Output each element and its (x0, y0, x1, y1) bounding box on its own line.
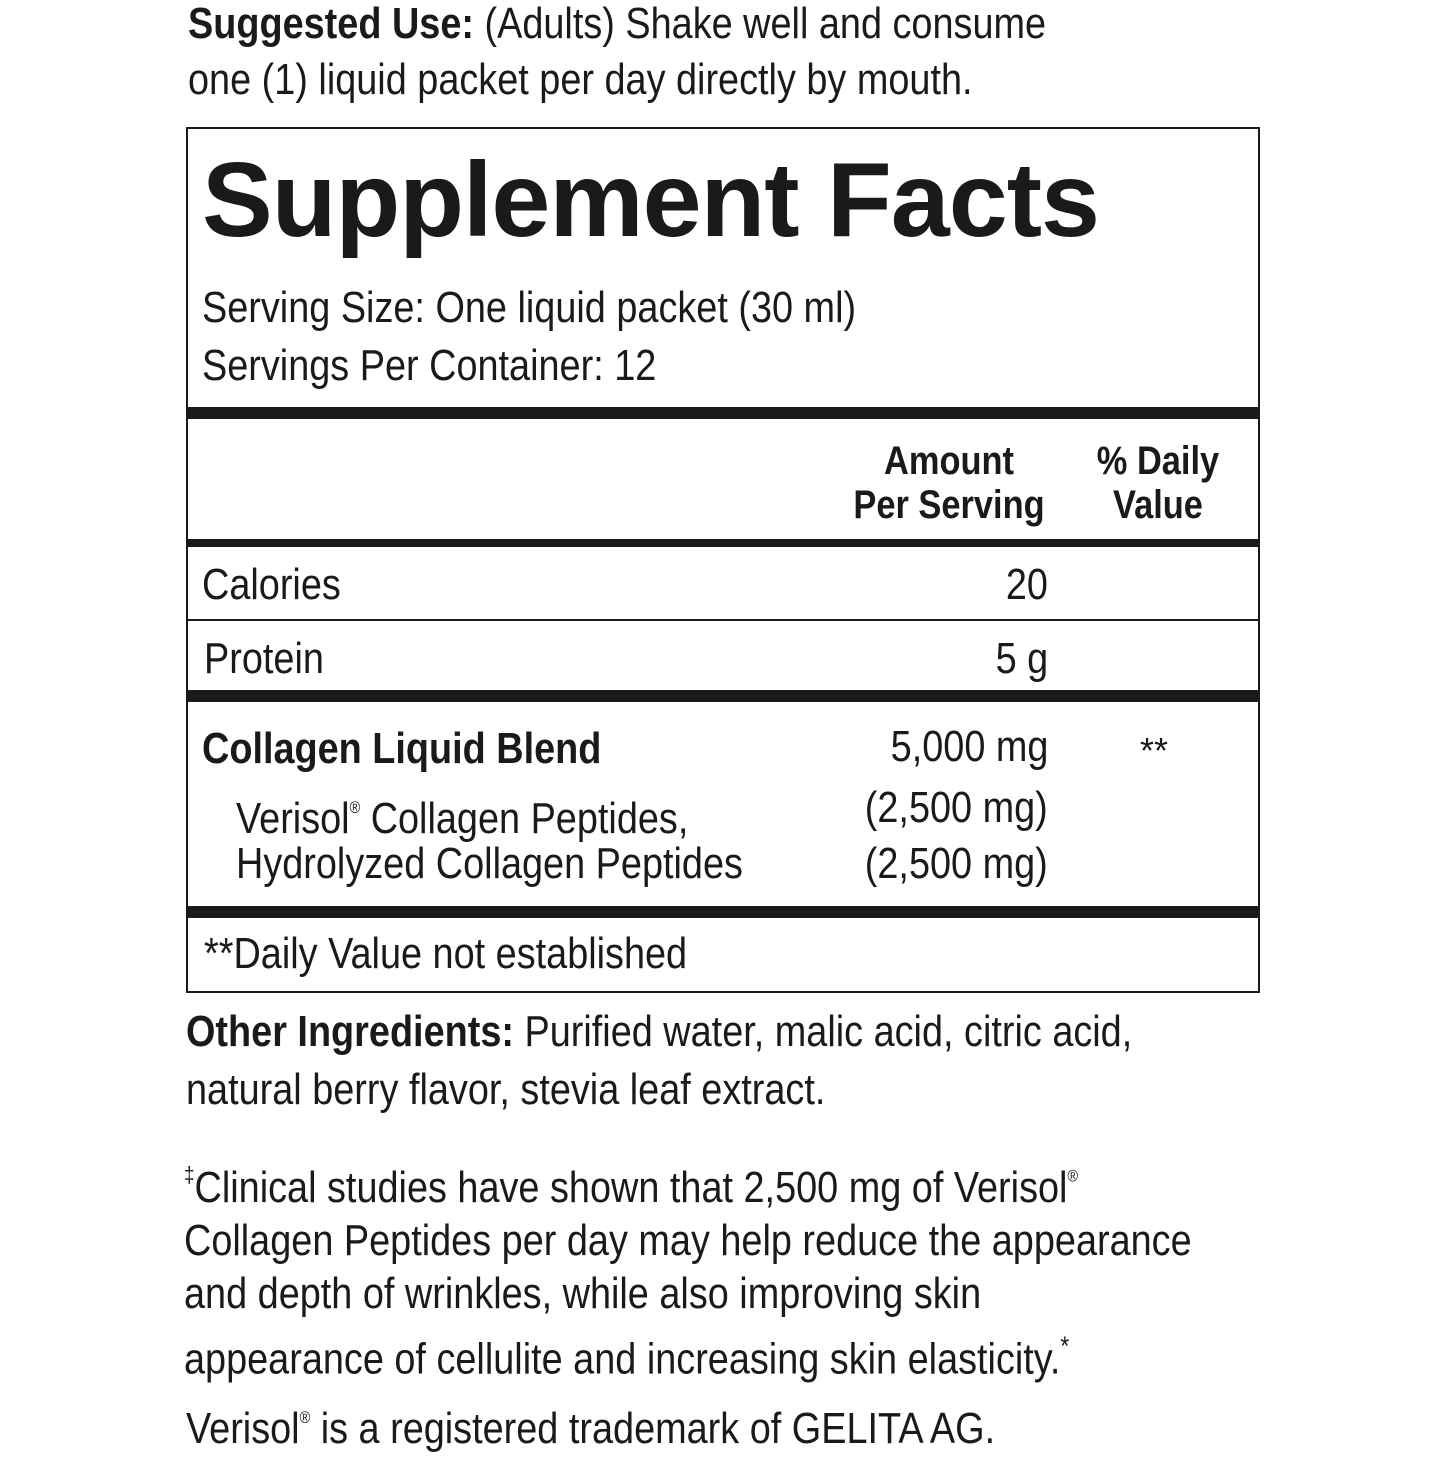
registered-mark: ® (299, 1408, 311, 1427)
servings-per-container: Servings Per Container: 12 (202, 341, 657, 390)
divider-thick (188, 690, 1258, 702)
clinical-line1 (184, 1148, 1192, 1214)
divider-medium (188, 539, 1258, 547)
other-ingredients-label: Other Ingredients: (186, 1007, 514, 1056)
blend-value: 5,000 mg (890, 722, 1048, 771)
supplement-facts-panel (186, 127, 1260, 993)
divider-thick (188, 906, 1258, 918)
registered-mark: ® (349, 798, 361, 817)
row-protein-label: Protein (204, 634, 324, 683)
suggested-use-text-1: (Adults) Shake well and consume (473, 0, 1047, 48)
blend-sub2-label: Hydrolyzed Collagen Peptides (236, 839, 743, 888)
serving-size: Serving Size: One liquid packet (30 ml) (202, 283, 857, 332)
asterisk-mark: * (1060, 1330, 1070, 1361)
clinical-text-1: Clinical studies have shown that 2,500 mg of Verisol (194, 1162, 1068, 1212)
serving-info (202, 279, 856, 395)
blend-label: Collagen Liquid Blend (202, 724, 602, 773)
other-ingredients-text-1: Purified water, malic acid, citric acid, (513, 1007, 1133, 1056)
trademark-text: is a registered trademark of GELITA AG. (310, 1404, 996, 1454)
suggested-use (188, 0, 1046, 108)
trademark-notice (186, 1390, 995, 1457)
other-ingredients-line1 (186, 1003, 1132, 1061)
row-calories-label: Calories (202, 560, 341, 609)
suggested-use-label: Suggested Use: (188, 0, 474, 48)
suggested-use-text-2: one (1) liquid packet per day directly by mouth. (188, 55, 973, 104)
header-amount-line2: Per Serving (853, 483, 1045, 527)
clinical-line4 (184, 1320, 1192, 1385)
blend-sub2-value: (2,500 mg) (865, 839, 1048, 888)
verisol-name: Verisol (236, 794, 350, 844)
facts-title: Supplement Facts (202, 141, 1099, 259)
divider-thin (188, 619, 1258, 621)
trademark-name: Verisol (186, 1404, 300, 1454)
row-calories-value: 20 (1005, 560, 1048, 609)
suggested-use-line1 (188, 0, 1046, 52)
blend-sub1-value: (2,500 mg) (865, 783, 1048, 832)
clinical-statement (184, 1148, 1192, 1385)
header-amount (850, 439, 1048, 527)
clinical-text-3: and depth of wrinkles, while also improving skin (184, 1268, 982, 1318)
row-protein-value: 5 g (995, 634, 1048, 683)
dagger-mark: ‡ (184, 1162, 195, 1187)
divider-thick (188, 407, 1258, 419)
daily-value-footnote: **Daily Value not established (204, 929, 688, 978)
blend-daily-value: ** (1140, 730, 1169, 771)
clinical-text-4: appearance of cellulite and increasing skin elasticity. (184, 1334, 1061, 1384)
header-dv-line1: % Daily (1096, 439, 1220, 483)
other-ingredients (186, 1003, 1132, 1119)
clinical-text-2: Collagen Peptides per day may help reduce the appearance (184, 1215, 1192, 1265)
header-daily-value (1081, 439, 1236, 527)
header-dv-line2: Value (1113, 483, 1203, 527)
registered-mark: ® (1067, 1166, 1079, 1186)
header-amount-line1: Amount (884, 439, 1014, 483)
other-ingredients-text-2: natural berry flavor, stevia leaf extract. (186, 1065, 826, 1114)
blend-sub1-rest: Collagen Peptides, (360, 794, 689, 844)
